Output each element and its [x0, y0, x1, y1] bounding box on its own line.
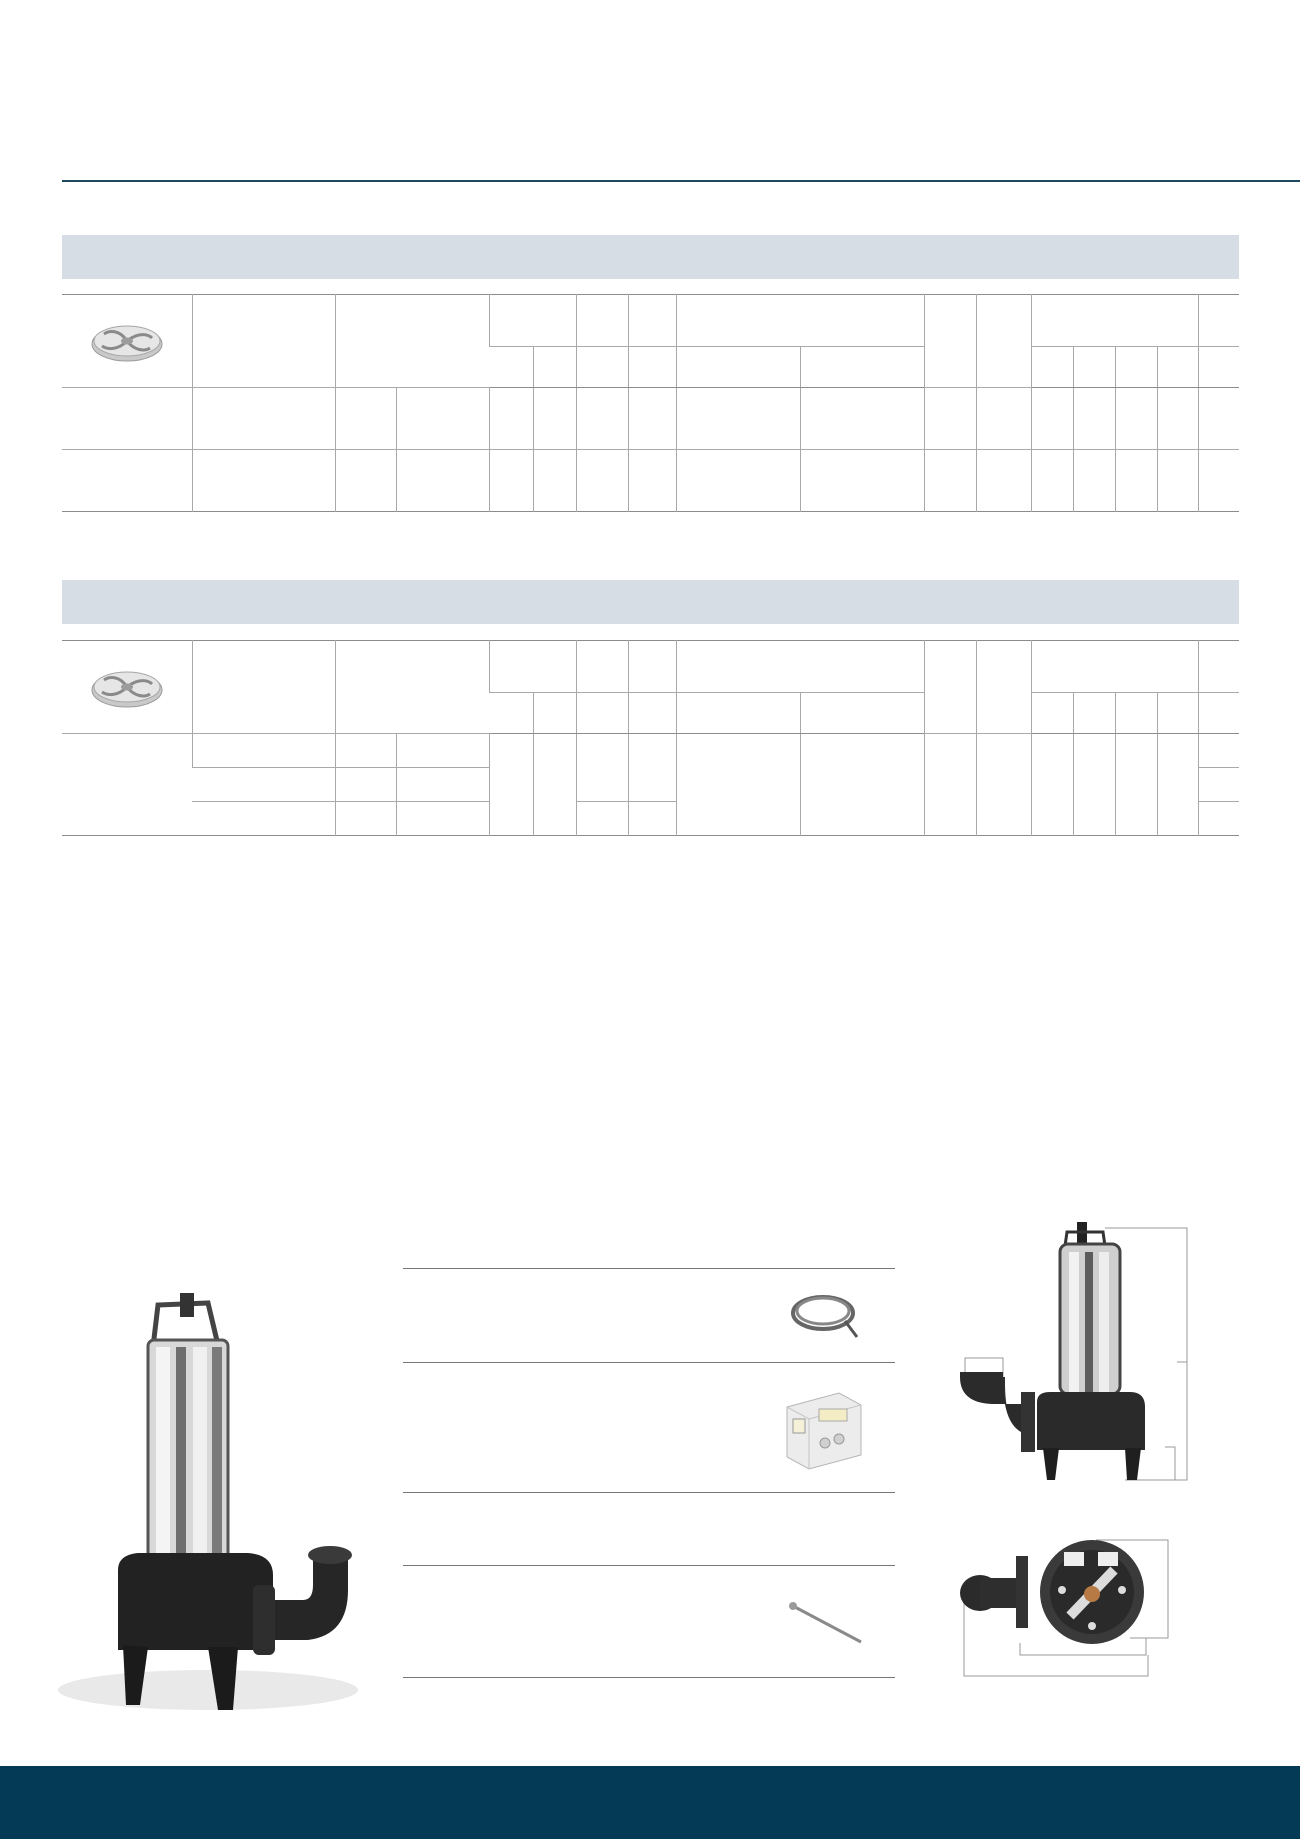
impeller-icon [90, 318, 164, 364]
control-box-icon [781, 1385, 865, 1473]
rod-icon [785, 1596, 865, 1646]
dimension-drawing-side-view [955, 1222, 1190, 1482]
section-header-band-1 [62, 235, 1239, 279]
impeller-cell [62, 295, 192, 388]
pump-product-photo [48, 1285, 383, 1715]
header-rule [62, 180, 1300, 182]
accessory-item [403, 1363, 895, 1493]
impeller-icon [90, 664, 164, 710]
footer-bar [0, 1766, 1300, 1839]
spec-table-2 [62, 640, 1239, 836]
accessory-item [403, 1269, 895, 1363]
cable-coil-icon [785, 1287, 865, 1343]
accessories-list [403, 1268, 895, 1678]
dimension-drawing-top-view [958, 1538, 1173, 1678]
section-header-band-2 [62, 580, 1239, 624]
impeller-cell [62, 641, 192, 734]
accessory-item [403, 1566, 895, 1678]
accessory-item [403, 1493, 895, 1566]
spec-table-1 [62, 294, 1239, 512]
